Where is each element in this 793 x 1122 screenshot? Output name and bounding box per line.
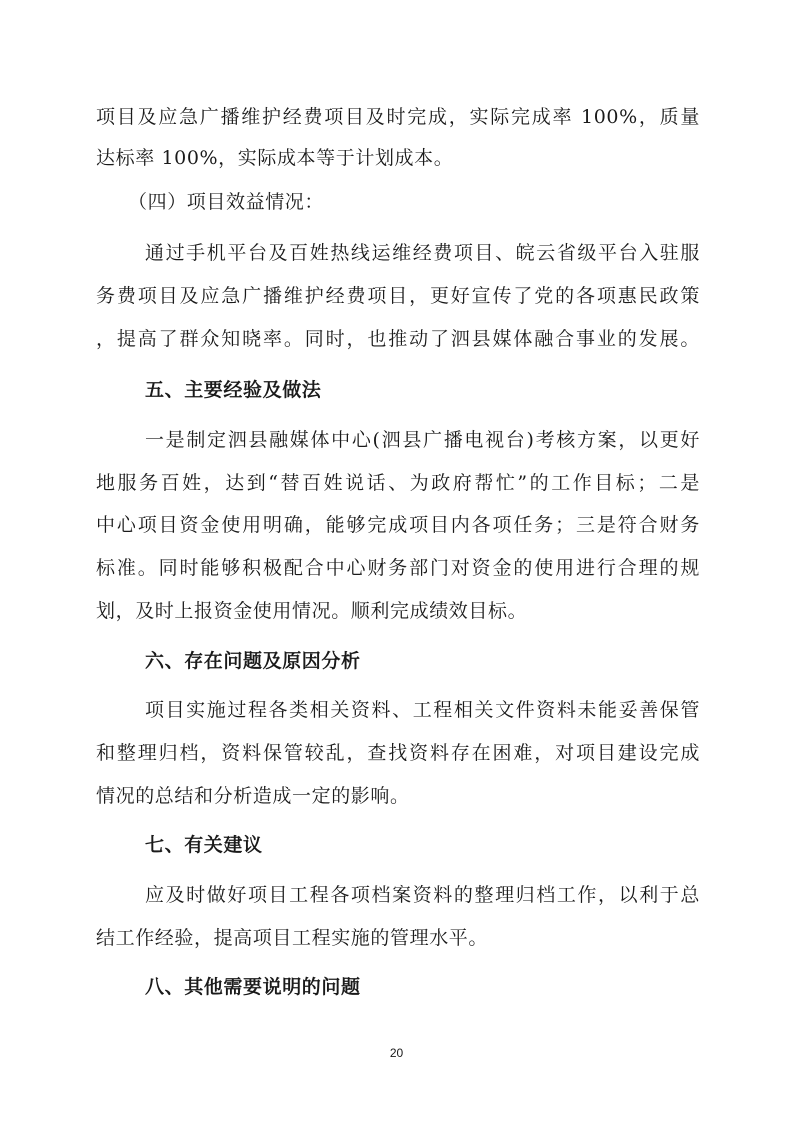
paragraph-line: 结工作经验，提高项目工程实施的管理水平。 (96, 927, 489, 949)
paragraph-line: ，提高了群众知晓率。同时，也推动了泗县媒体融合事业的发展。 (96, 328, 700, 350)
paragraph-line: 划，及时上报资金使用情况。顺利完成绩效目标。 (96, 600, 528, 622)
paragraph-line: 项目实施过程各类相关资料、工程相关文件资料未能妥善保管 (145, 699, 700, 721)
paragraph-line: 项目及应急广播维护经费项目及时完成，实际完成率 100%，质量 (96, 106, 700, 128)
paragraph-line: 通过手机平台及百姓热线运维经费项目、皖云省级平台入驻服 (145, 242, 700, 264)
paragraph-line: 情况的总结和分析造成一定的影响。 (96, 785, 410, 807)
paragraph-line: 和整理归档，资料保管较乱，查找资料存在困难，对项目建设完成 (96, 742, 700, 764)
paragraph-line: 一是制定泗县融媒体中心(泗县广播电视台)考核方案，以更好 (145, 429, 700, 451)
paragraph-line: 达标率 100%，实际成本等于计划成本。 (96, 147, 454, 169)
section-heading: 八、其他需要说明的问题 (145, 976, 361, 998)
page-number: 20 (389, 1046, 404, 1060)
section-heading: 六、存在问题及原因分析 (145, 650, 361, 672)
paragraph-line: 标准。同时能够积极配合中心财务部门对资金的使用进行合理的规 (96, 557, 700, 579)
subsection-title: （四）项目效益情况： (128, 191, 325, 213)
paragraph-line: 务费项目及应急广播维护经费项目，更好宣传了党的各项惠民政策 (96, 285, 700, 307)
paragraph-line: 中心项目资金使用明确，能够完成项目内各项任务；三是符合财务 (96, 514, 700, 536)
paragraph-line: 应及时做好项目工程各项档案资料的整理归档工作，以利于总 (145, 884, 700, 906)
section-heading: 七、有关建议 (145, 834, 263, 856)
paragraph-line: 地服务百姓，达到“替百姓说话、为政府帮忙”的工作目标；二是 (96, 472, 700, 494)
section-heading: 五、主要经验及做法 (145, 379, 322, 401)
